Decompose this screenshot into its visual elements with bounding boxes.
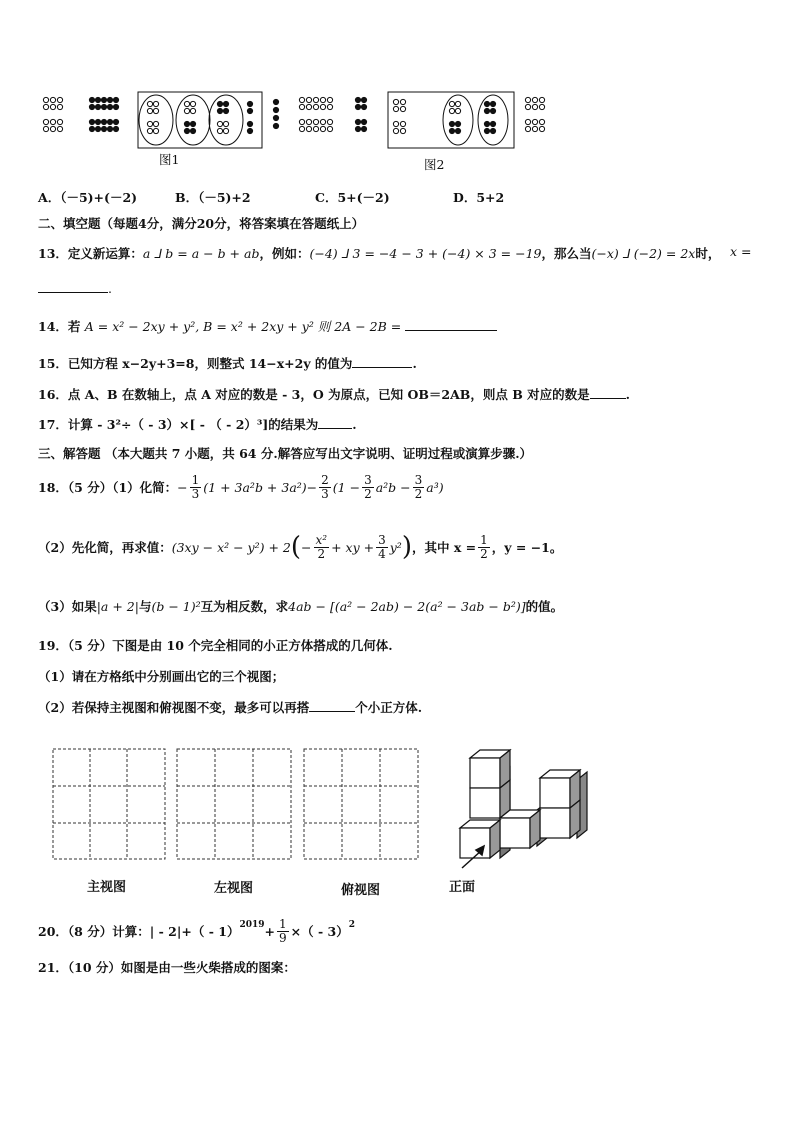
dot xyxy=(89,126,94,131)
dot xyxy=(327,104,332,109)
frac-3-2-a: $\frac{3}{2}$ xyxy=(364,473,372,501)
question-21: 21．（10 分）如图是由一些火柴搭成的图案： xyxy=(38,960,296,975)
dot xyxy=(113,119,118,124)
dot xyxy=(539,126,544,131)
dot xyxy=(484,121,489,126)
dot xyxy=(217,128,222,133)
section-3-title: 三、解答题 （本大题共 7 小题，共 64 分.解答应写出文字说明、证明过程或演算步骤.） xyxy=(38,446,533,461)
dot xyxy=(393,128,398,133)
dot xyxy=(449,121,454,126)
q18-2-t3: y² xyxy=(389,539,402,555)
dot xyxy=(107,119,112,124)
question-17: 17．计算 - 3²÷（ - 3）×[ - （ - 2）³]的结果为 . xyxy=(38,417,357,432)
dot xyxy=(217,121,222,126)
dot xyxy=(299,126,304,131)
option-a: A．（－5)+(－2) xyxy=(38,190,138,205)
question-18-1: 18．（5 分）（1）化简： − $\frac{1}{3}$ (1 + 3a²b + 3a²) − $\frac{2}{3}$ (1 − $\frac{3}{2}$ a²b − $\frac{3}{2}$ a³) xyxy=(38,473,444,501)
dot xyxy=(147,101,152,106)
section-2-title: 二、填空题（每题4分，满分20分，将答案填在答题纸上） xyxy=(38,216,365,231)
dot xyxy=(361,126,366,131)
dot xyxy=(57,126,62,131)
dot xyxy=(525,104,530,109)
dot xyxy=(525,126,530,131)
q18-3-mid: 与 xyxy=(138,599,152,614)
q18-2-t2: + xy + xyxy=(331,539,375,555)
dot xyxy=(190,121,195,126)
option-c: C．5+(－2) xyxy=(315,190,390,205)
dot xyxy=(313,104,318,109)
dot xyxy=(393,121,398,126)
dot xyxy=(247,121,252,126)
figure-2-label: 图2 xyxy=(424,157,445,172)
question-13 xyxy=(38,244,720,262)
question-18-2: （2）先化简，再求值： (3xy − x² − y²) + 2 ( − $\frac{\text{x²}}{2}$ + xy + $\frac{3}{4}$ y² ) ，其中 x = $\frac{1}{2}$ ，y = −1。 xyxy=(38,532,563,563)
dot xyxy=(320,119,325,124)
dot xyxy=(43,97,48,102)
dot xyxy=(50,97,55,102)
left-view-grid xyxy=(177,749,291,859)
dot xyxy=(101,119,106,124)
dot xyxy=(532,97,537,102)
option-d: D．5+2 xyxy=(453,190,505,205)
q14-prefix: 14．若 xyxy=(38,319,85,334)
dot xyxy=(532,126,537,131)
dot xyxy=(455,108,460,113)
dot xyxy=(393,106,398,111)
dot xyxy=(50,119,55,124)
question-15: 15．已知方程 x−2y+3=8，则整式 14−x+2y 的值为 . xyxy=(38,356,417,371)
question-19: 19．（5 分）下图是由 10 个完全相同的小正方体搭成的几何体. xyxy=(38,638,393,653)
dot xyxy=(43,104,48,109)
dot xyxy=(484,108,489,113)
dot xyxy=(247,101,252,106)
dot xyxy=(306,97,311,102)
q13-tail2: 时， xyxy=(695,246,721,261)
dot xyxy=(107,97,112,102)
view-grids xyxy=(50,745,440,865)
dot xyxy=(532,119,537,124)
dot xyxy=(43,119,48,124)
dot xyxy=(101,126,106,131)
dot xyxy=(95,126,100,131)
dot xyxy=(184,101,189,106)
dot xyxy=(273,107,278,112)
dot xyxy=(217,108,222,113)
dot xyxy=(393,99,398,104)
dot xyxy=(153,101,158,106)
cube-solid xyxy=(440,740,600,890)
dot xyxy=(89,97,94,102)
q18-2-mid: ，其中 x = xyxy=(411,540,477,556)
dot xyxy=(153,108,158,113)
dot xyxy=(525,97,530,102)
top-view-label: 俯视图 xyxy=(341,883,381,898)
front-label: 正面 xyxy=(449,880,476,895)
q13-def: a ⅃ b = a − b + ab xyxy=(142,246,260,261)
dot xyxy=(361,104,366,109)
dot xyxy=(361,97,366,102)
dot xyxy=(299,97,304,102)
figure-2 xyxy=(388,92,514,148)
dot xyxy=(273,115,278,120)
frac-3-4: $\frac{3}{4}$ xyxy=(378,533,386,561)
dot xyxy=(355,126,360,131)
q18-1-t2: (1 − xyxy=(332,479,361,495)
q18-3-abs: |a + 2| xyxy=(96,599,139,614)
dot xyxy=(247,108,252,113)
dot xyxy=(153,128,158,133)
dot xyxy=(306,104,311,109)
question-18-3 xyxy=(38,597,563,615)
dot xyxy=(50,104,55,109)
dot xyxy=(299,119,304,124)
q13-example: (−4) ⅃ 3 = −4 − 3 + (−4) × 3 = −19 xyxy=(309,246,542,261)
dot xyxy=(223,121,228,126)
q18-3-mid2: 互为相反数，求 xyxy=(200,599,289,614)
frac-1-2: $\frac{1}{2}$ xyxy=(480,533,488,561)
dot xyxy=(355,97,360,102)
question-20: 20．（8 分）计算：| - 2|+（ - 1） $^{2019}$ + $\frac{1}{9}$ ×（ - 3） $^2$ xyxy=(38,917,355,945)
dot xyxy=(484,101,489,106)
dot xyxy=(147,121,152,126)
dot xyxy=(400,128,405,133)
option-b: B．（－5)+2 xyxy=(175,190,251,205)
q18-3-expr: 4ab − [(a² − 2ab) − 2(a² − 3ab − b²)] xyxy=(288,599,526,614)
dot xyxy=(95,97,100,102)
q13-answer-line: . xyxy=(38,280,112,296)
dot xyxy=(484,128,489,133)
q18-2-tail: ，y = −1。 xyxy=(491,540,563,556)
dot xyxy=(539,104,544,109)
dot xyxy=(107,104,112,109)
dot xyxy=(525,119,530,124)
dot xyxy=(299,104,304,109)
dot xyxy=(355,119,360,124)
q13-ask: x = xyxy=(730,244,752,259)
top-view-grid xyxy=(304,749,418,859)
q18-3-prefix: （3）如果 xyxy=(38,599,97,614)
q18-2-prefix: （2）先化简，再求值： xyxy=(38,540,172,556)
dot xyxy=(184,121,189,126)
dot xyxy=(89,119,94,124)
dot xyxy=(190,108,195,113)
dot xyxy=(223,108,228,113)
dot xyxy=(320,104,325,109)
dot xyxy=(147,128,152,133)
dot xyxy=(532,104,537,109)
dot xyxy=(57,119,62,124)
q18-1-t3: a²b − xyxy=(375,479,411,495)
dot xyxy=(539,119,544,124)
dot xyxy=(313,97,318,102)
q13-prefix: 13．定义新运算： xyxy=(38,246,143,261)
dot xyxy=(306,119,311,124)
front-view-label: 主视图 xyxy=(87,880,127,895)
dot xyxy=(490,121,495,126)
dot xyxy=(89,104,94,109)
dot xyxy=(113,104,118,109)
dot-figures xyxy=(40,90,560,170)
dot xyxy=(320,126,325,131)
frac-3-2-b: $\frac{3}{2}$ xyxy=(414,473,423,501)
dot xyxy=(184,108,189,113)
dot xyxy=(190,101,195,106)
dot xyxy=(223,101,228,106)
figure-1 xyxy=(138,92,262,148)
q18-3-tail: 的值。 xyxy=(525,599,564,614)
dot xyxy=(107,126,112,131)
dot xyxy=(184,128,189,133)
dot xyxy=(95,104,100,109)
left-view-label: 左视图 xyxy=(214,881,254,896)
q18-1-t1: (1 + 3a²b + 3a²) xyxy=(203,479,307,495)
dot xyxy=(113,97,118,102)
question-14 xyxy=(38,317,497,335)
dot xyxy=(147,108,152,113)
dot xyxy=(313,119,318,124)
dot xyxy=(449,101,454,106)
dot xyxy=(539,97,544,102)
q13-mid: ，例如： xyxy=(259,246,310,261)
dot xyxy=(57,97,62,102)
question-16: 16．点 A、B 在数轴上，点 A 对应的数是 - 3，O 为原点，已知 OB＝2AB，则点 B 对应的数是 . xyxy=(38,387,630,402)
q18-1-t4: a³) xyxy=(426,479,444,495)
dot xyxy=(490,101,495,106)
dot xyxy=(95,119,100,124)
dot xyxy=(43,126,48,131)
frac-x2-2: $\frac{\text{x²}}{2}$ xyxy=(315,533,328,561)
dot xyxy=(449,108,454,113)
dot xyxy=(313,126,318,131)
front-view-grid xyxy=(53,749,165,859)
dot xyxy=(153,121,158,126)
dot xyxy=(449,128,454,133)
dot xyxy=(490,128,495,133)
dot xyxy=(355,104,360,109)
dot xyxy=(273,123,278,128)
q14-ask: 则 2A − 2B = xyxy=(313,319,402,334)
dot xyxy=(223,128,228,133)
dot xyxy=(455,101,460,106)
dot xyxy=(113,126,118,131)
q13-cond: (−x) ⅃ (−2) = 2x xyxy=(591,246,696,261)
question-19-1: （1）请在方格纸中分别画出它的三个视图； xyxy=(38,669,285,684)
dot xyxy=(400,106,405,111)
dot xyxy=(327,126,332,131)
dot xyxy=(247,128,252,133)
q18-1-prefix: 18．（5 分）（1）化简： xyxy=(38,480,178,496)
q13-tail: ，那么当 xyxy=(541,246,592,261)
question-19-2: （2）若保持主视图和俯视图不变，最多可以再搭 个小正方体. xyxy=(38,700,423,715)
dot xyxy=(217,101,222,106)
dot xyxy=(327,119,332,124)
dot xyxy=(57,104,62,109)
dot xyxy=(50,126,55,131)
dot xyxy=(190,128,195,133)
frac-1-3: $\frac{1}{3}$ xyxy=(191,473,200,501)
q18-3-sq: (b − 1)² xyxy=(151,599,201,614)
dot xyxy=(361,119,366,124)
dot xyxy=(306,126,311,131)
dot xyxy=(455,128,460,133)
figure-1-label: 图1 xyxy=(159,152,180,167)
frac-2-3: $\frac{2}{3}$ xyxy=(321,473,329,501)
q18-2-t1: (3xy − x² − y²) + 2 xyxy=(171,539,291,555)
dot xyxy=(327,97,332,102)
dot xyxy=(455,121,460,126)
dot xyxy=(490,108,495,113)
dot xyxy=(400,121,405,126)
dot xyxy=(101,104,106,109)
frac-1-9: $\frac{1}{9}$ xyxy=(279,917,287,945)
q14-expr: A = x² − 2xy + y², B = x² + 2xy + y² xyxy=(84,319,314,334)
dot xyxy=(320,97,325,102)
dot xyxy=(273,99,278,104)
dot xyxy=(101,97,106,102)
dot xyxy=(400,99,405,104)
